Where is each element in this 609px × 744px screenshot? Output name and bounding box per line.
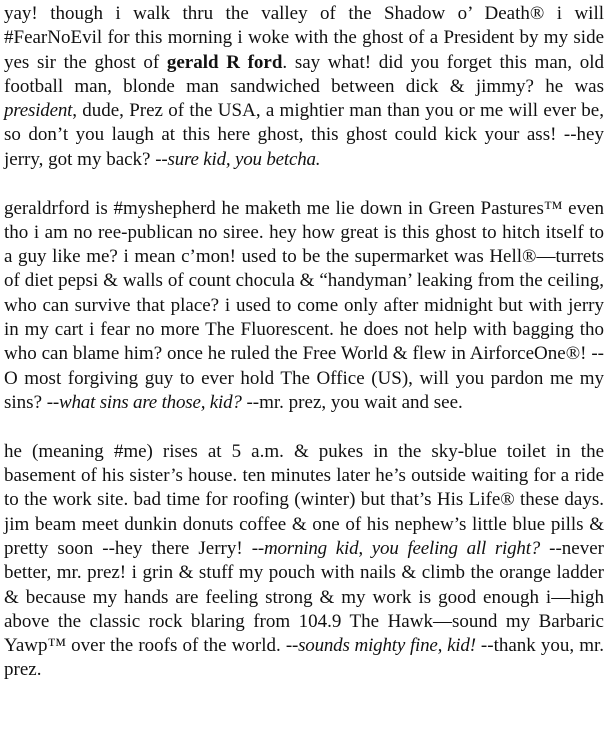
paragraph-1 — [4, 2, 604, 172]
paragraph-2 — [4, 197, 604, 416]
p3-italic-reply-1: --morning kid, you feeling all right? — [251, 537, 541, 559]
p3-italic-reply-2: --sounds mighty fine, kid! — [285, 635, 476, 657]
p1-text-2: . say what! did you forget this man, old football man, blonde man sandwiched between dick & jimmy? he was — [4, 51, 604, 97]
p1-text-3: , dude, Prez of the USA, a mightier man than you or me will ever be, so don’t you laugh at this here ghost, this ghost could kick your ass! --hey jerry, got my back? — [4, 100, 604, 170]
paragraph-3 — [4, 440, 604, 683]
p2-text-1: geraldrford is #myshepherd he maketh me lie down in Green Pastures™ even tho i am no ree-publican no siree. hey how great is this ghost to hitch itself to a guy like me? i mean c’mon! used to be the supermarket was Hell®—turrets of diet pepsi & walls of count chocula & “handyman’ leaking from the ceiling, who can survive that place? i used to come only after midnight but with jerry in my cart i fear no more The Fluorescent. he does not help with bagging tho who can blame him? once he ruled the Free World & flew in AirforceOne®! --O most forgiving guy to ever hold The Office (US), will you pardon me my sins? — [4, 197, 604, 413]
p2-italic-reply: --what sins are those, kid? — [46, 391, 242, 413]
p2-text-2: --mr. prez, you wait and see. — [241, 391, 463, 413]
p1-italic-president: president — [4, 100, 73, 122]
document-page — [4, 2, 604, 707]
p3-text-2: --never better, mr. prez! i grin & stuff my pouch with nails & climb the orange ladder & because my hands are feeling strong & my work is good enough i—high above the classic rock blaring from 104.9 The Hawk—sound my Barbaric Yawp™ over the roofs of the world. — [4, 537, 604, 657]
p1-bold-name: gerald R ford — [166, 51, 283, 73]
p1-italic-reply: --sure kid, you betcha. — [155, 148, 321, 170]
p3-text-3: --thank you, mr. prez. — [4, 635, 605, 681]
p1-text-1: yay! though i walk thru the valley of the Shadow o’ Death® i will #FearNoEvil for this morning i woke with the ghost of a President by my side yes sir the ghost of — [4, 3, 604, 73]
p3-text-1: he (meaning #me) rises at 5 a.m. & pukes in the sky-blue toilet in the basement of his sister’s house. ten minutes later he’s outside waiting for a ride to the work site. bad time for roofing (winter) but that’s His Life® these days. jim beam meet dunkin donuts coffee & one of his nephew’s little blue pills & pretty soon --hey there Jerry! — [4, 440, 604, 559]
